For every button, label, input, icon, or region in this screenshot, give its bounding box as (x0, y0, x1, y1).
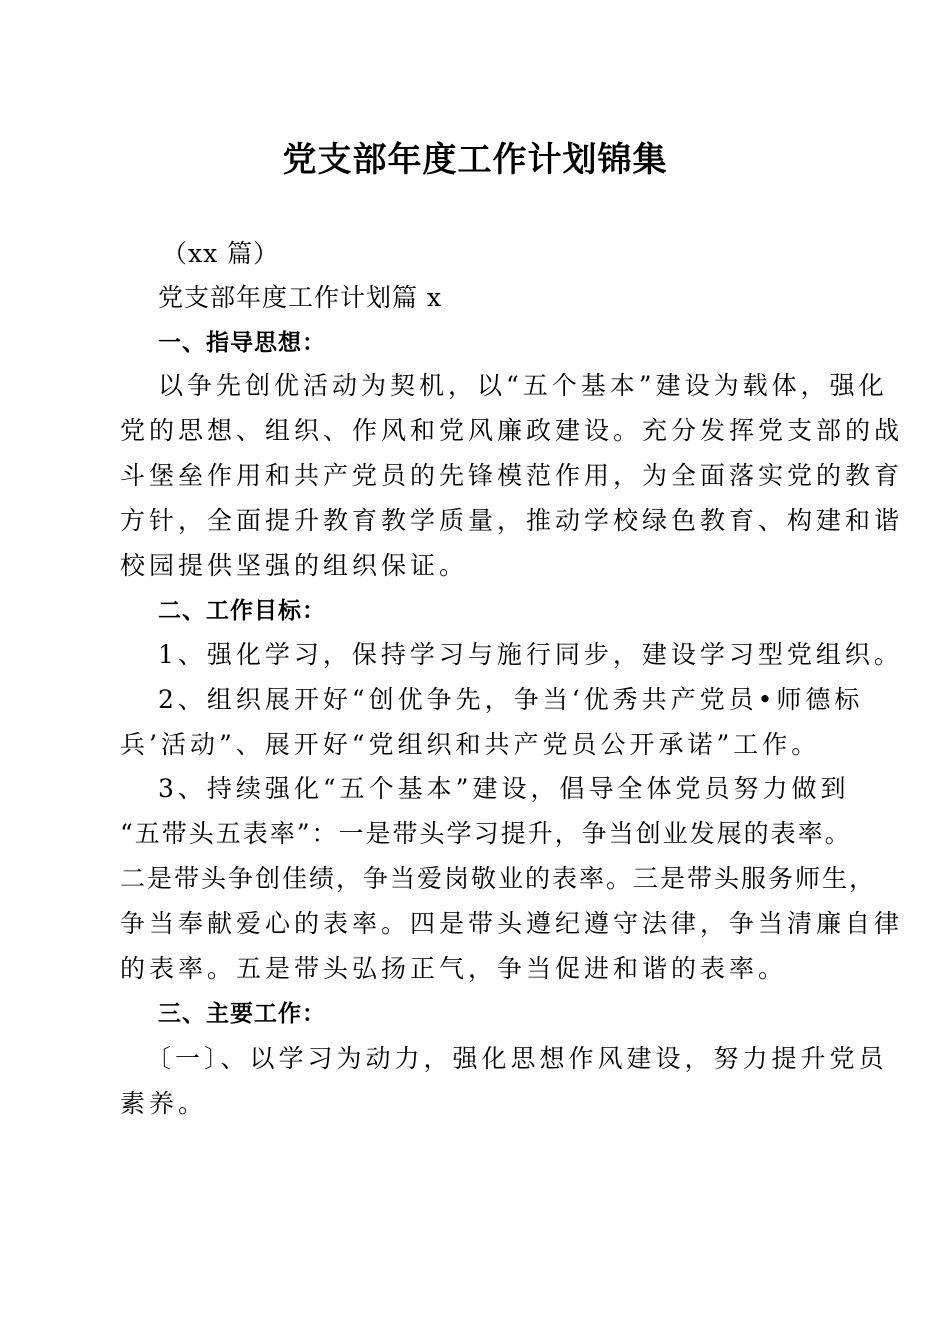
paragraph-line: 〔一〕、以学习为动力，强化思想作风建设，努力提升党员 (146, 1044, 888, 1073)
document-title: 党支部年度工作计划锦集 (282, 140, 668, 180)
paragraph-line: 兵’活动”、展开好“党组织和共产党员公开承诺”工作。 (120, 730, 821, 759)
paragraph-line: 斗堡垒作用和共产党员的先锋模范作用，为全面落实党的教育 (120, 461, 904, 490)
paragraph-line: 争当奉献爱心的表率。四是带头遵纪遵守法律，争当清廉自律 (120, 909, 904, 938)
paragraph-line: 的表率。五是带头弘扬正气，争当促进和谐的表率。 (120, 954, 788, 983)
paragraph-line: 党的思想、组织、作风和党风廉政建设。充分发挥党支部的战 (120, 416, 904, 445)
article-title: 党支部年度工作计划篇 x (158, 283, 443, 312)
paragraph-line: 校园提供坚强的组织保证。 (120, 551, 469, 580)
paragraph-line: 3、持续强化“五个基本”建设，倡导全体党员努力做到 (158, 774, 850, 803)
paragraph-line: 二是带头争创佳绩，争当爱岗敬业的表率。三是带头服务师生， (120, 864, 877, 893)
section-heading-main-work: 三、主要工作： (158, 1001, 326, 1027)
section-heading-work-goals: 二、工作目标： (158, 598, 326, 624)
paragraph-line: 以争先创优活动为契机，以“五个基本”建设为载体，强化 (158, 371, 888, 400)
paragraph-line: “五带头五表率”：一是带头学习提升，争当创业发展的表率。 (120, 819, 852, 848)
paragraph-line: 素养。 (120, 1089, 208, 1118)
paragraph-line: 1、强化学习，保持学习与施行同步，建设学习型党组织。 (158, 640, 903, 669)
paragraph-line: 方针，全面提升教育教学质量，推动学校绿色教育、构建和谐 (120, 506, 904, 535)
paragraph-line: 2、组织展开好“创优争先，争当‘优秀共产党员•师德标 (158, 685, 864, 714)
subtitle: （xx 篇） (162, 239, 280, 268)
section-heading-guiding-ideology: 一、指导思想： (158, 330, 326, 356)
